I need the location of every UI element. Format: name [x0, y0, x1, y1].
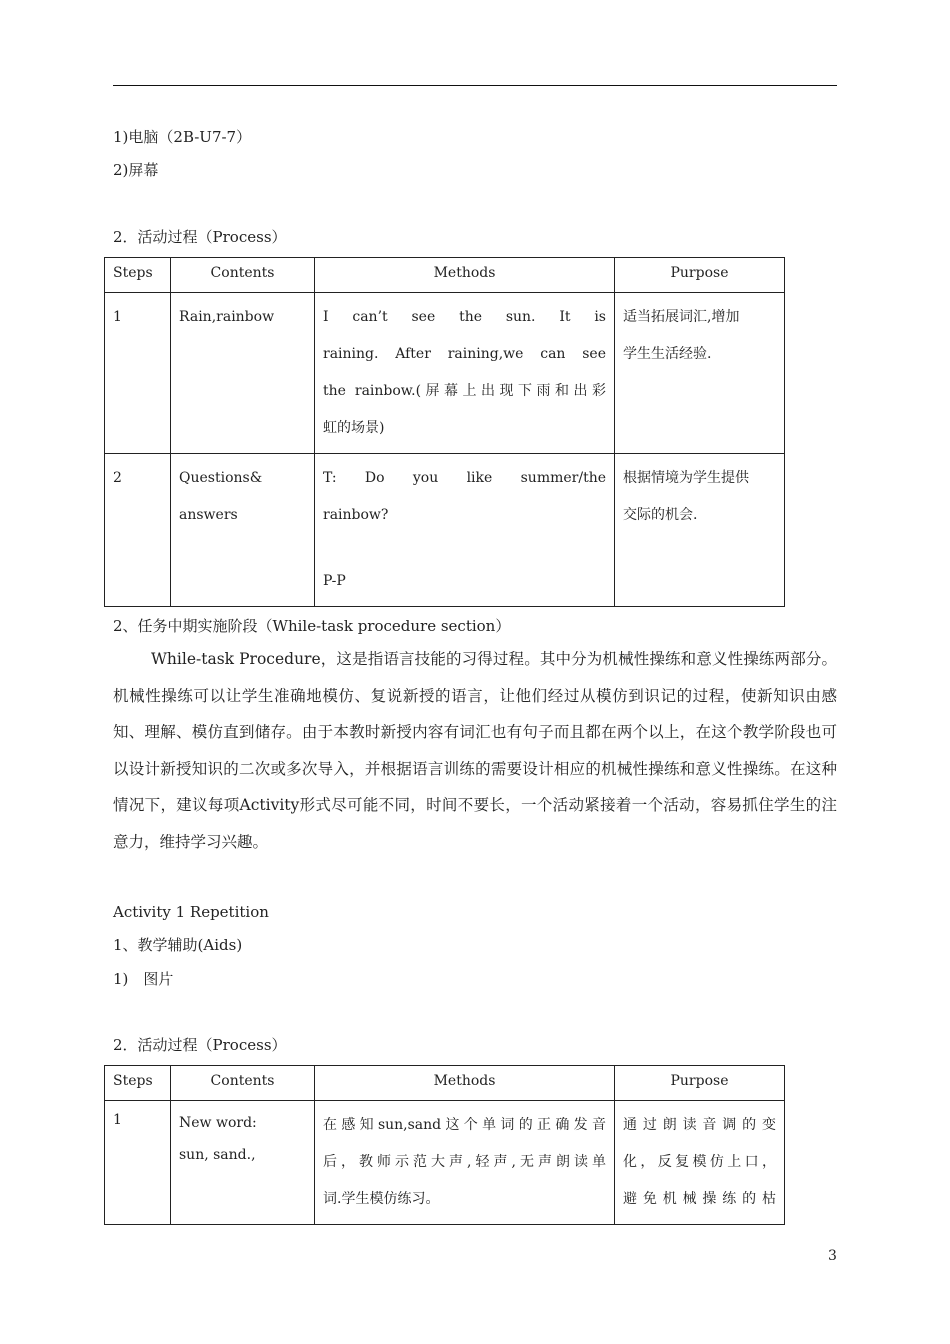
methods-line: I can’t see the sun. It is: [323, 309, 606, 325]
section-heading: 2、任务中期实施阶段（While-task procedure section）: [113, 617, 511, 635]
methods-line: rainbow?: [323, 507, 389, 523]
header-rule: [113, 85, 837, 86]
table-row: [105, 1101, 785, 1225]
table-header-row: [105, 258, 785, 293]
header-methods: Methods: [315, 258, 615, 293]
contents-line: sun, sand.,: [179, 1147, 256, 1163]
methods-cell: [315, 1101, 615, 1225]
purpose-line: 通过朗读音调的变: [623, 1117, 776, 1133]
methods-cell: [315, 454, 615, 607]
header-contents: Contents: [171, 258, 315, 293]
methods-line: raining. After raining,we can see: [323, 346, 606, 362]
methods-line: 在感知sun,sand这个单词的正确发音: [323, 1117, 606, 1133]
contents-cell: [171, 1101, 315, 1225]
activity-title: Activity 1 Repetition: [113, 903, 269, 921]
contents-cell: Rain,rainbow: [171, 293, 315, 454]
methods-line: the rainbow.(屏幕上出现下雨和出彩: [323, 383, 606, 399]
header-contents: Contents: [171, 1066, 315, 1101]
process-heading: 2．活动过程（Process）: [113, 1036, 287, 1054]
header-purpose: Purpose: [615, 258, 785, 293]
purpose-cell: [615, 1101, 785, 1225]
table-header-row: [105, 1066, 785, 1101]
purpose-line: 学生生活经验.: [623, 346, 712, 362]
contents-line: New word:: [179, 1115, 257, 1131]
header-methods: Methods: [315, 1066, 615, 1101]
purpose-line: 根据情境为学生提供: [623, 470, 749, 486]
purpose-line: 交际的机会.: [623, 507, 698, 523]
aids-item-computer: 1)电脑（2B-U7-7）: [113, 128, 252, 146]
table-row: [105, 454, 785, 607]
purpose-cell: [615, 293, 785, 454]
header-steps: Steps: [105, 258, 171, 293]
step-cell: 1: [105, 293, 171, 454]
step-cell: 2: [105, 454, 171, 607]
purpose-line: 适当拓展词汇,增加: [623, 309, 740, 325]
methods-line: 虹的场景): [323, 420, 385, 436]
aids-item-screen: 2)屏幕: [113, 161, 159, 179]
process-heading: 2．活动过程（Process）: [113, 228, 287, 246]
section-paragraph-text: While-task Procedure，这是指语言技能的习得过程。其中分为机械性操练和意义性操练两部分。机械性操练可以让学生准确地模仿、复说新授的语言，让他们经过从模仿到识记的过程，使新知识由感知、理解、模仿直到储存。由于本教时新授内容有词汇也有句子而且都在两个以上，在这个教学阶段也可以设计新授知识的二次或多次导入，并根据语言训练的需要设计相应的机械性操练和意义性操练。在这种情况下，建议每项Activity形式尽可能不同，时间不要长，一个活动紧接着一个活动，容易抓住学生的注意力，维持学习兴趣。: [113, 650, 837, 851]
page-number: 3: [828, 1248, 837, 1264]
header-purpose: Purpose: [615, 1066, 785, 1101]
purpose-line: 避免机械操练的枯: [623, 1191, 776, 1207]
aids-item-pictures: 1) 图片: [113, 970, 174, 988]
methods-cell: [315, 293, 615, 454]
contents-cell: [171, 454, 315, 607]
section-paragraph: [113, 641, 837, 861]
process-table-2: [104, 1065, 785, 1225]
process-table-1: [104, 257, 785, 607]
contents-line: answers: [179, 507, 238, 523]
table-row: [105, 293, 785, 454]
aids-heading: 1、教学辅助(Aids): [113, 936, 243, 954]
purpose-cell: [615, 454, 785, 607]
header-steps: Steps: [105, 1066, 171, 1101]
contents-line: Questions&: [179, 470, 263, 486]
methods-line-blank: [323, 534, 606, 563]
step-cell: 1: [105, 1101, 171, 1225]
purpose-line: 化，反复模仿上口，: [623, 1154, 776, 1170]
methods-line: 词.学生模仿练习。: [323, 1191, 440, 1207]
methods-line: P-P: [323, 573, 346, 589]
methods-line: T: Do you like summer/the: [323, 470, 606, 486]
methods-line: 后，教师示范大声,轻声,无声朗读单: [323, 1154, 606, 1170]
